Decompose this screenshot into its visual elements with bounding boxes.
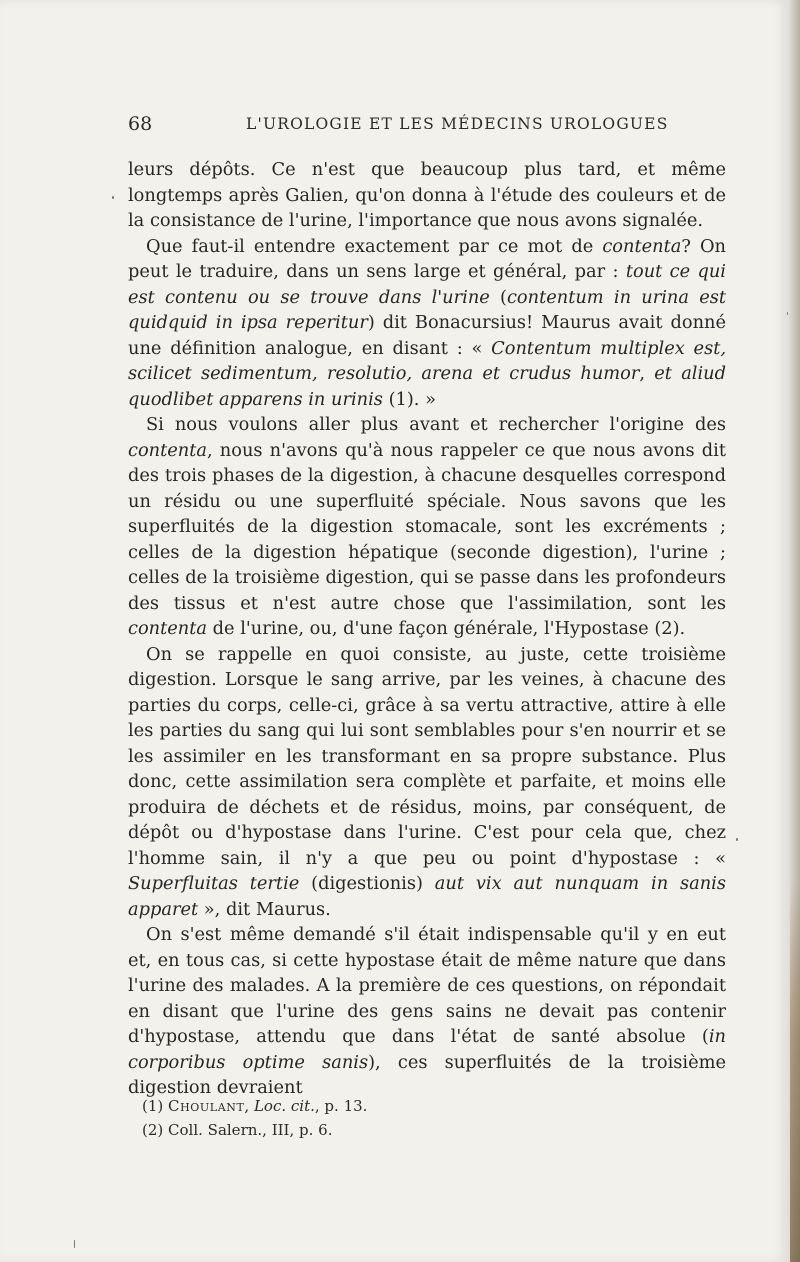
text-run: ) dit Bonacursius! Maurus avait donné une définition analogue, en disant : « — [128, 312, 726, 359]
latin-quote: et aliud quodlibet apparens in urinis — [128, 363, 726, 410]
italic-term: contenta — [128, 439, 207, 461]
text-run: (digestionis) — [299, 873, 435, 894]
latin-quote: aut vix aut nunquam in sanis apparet — [128, 873, 726, 920]
text-run: On se rappelle en quoi consiste, au juste, cette troisième digestion. Lorsque le sang arrive, par les veines, à chacune des parties du corps, celle-ci, grâce à sa vertu attractive, attire à elle les parties du sang qui lui sont semblables pour s'en nourrir et se les assimiler en les transformant en sa propre substance. Plus donc, cette assimilation sera complète et parfaite, et moins elle produira de déchets et de résidus, moins, par conséquent, de dépôt ou d'hypostase dans l'urine. C'est pour cela que, chez l'homme sain, il n'y a que peu ou point d'hypostase : « — [128, 643, 726, 869]
paragraph-4 — [128, 642, 726, 923]
italic-term: contenta — [128, 618, 207, 639]
paper-speck — [74, 1240, 75, 1248]
text-run: ), ces superfluités de la troisième digestion devraient — [128, 1051, 726, 1098]
text-run: On s'est même demandé s'il était indispensable qu'il y en eut et, en tous cas, si cette hypostase était de même nature que dans l'urine des malades. A la première de ces questions, on répondait en disant que l'urine des gens sains ne devait pas contenir d'hypostase, attendu que dans l'état de santé absolue ( — [128, 924, 726, 1047]
footnote-mark: (1) — [142, 1097, 164, 1115]
footnotes — [142, 1094, 722, 1142]
text-run: Si nous voulons aller plus avant et rechercher l'origine des — [146, 414, 726, 435]
page-number: 68 — [128, 113, 153, 135]
text-run: (1). » — [382, 388, 436, 410]
text-run: », dit Maurus. — [198, 898, 331, 920]
latin-quote: in corporibus optime sanis — [128, 1026, 726, 1073]
footnote-text: Coll. Salern., III, p. 6. — [168, 1121, 333, 1139]
page-edge-stain — [790, 880, 800, 1262]
paragraph-1 — [128, 157, 726, 234]
footnote-page: , p. 13. — [314, 1097, 368, 1115]
text-run: ? On peut le traduire, dans un sens large et général, par : — [128, 235, 726, 282]
paragraph-1-text: leurs dépôts. Ce n'est que beaucoup plus tard, et même longtemps après Galien, qu'on donna à l'étude des couleurs et de la consistance de l'urine, l'importance que nous avons signalée. — [128, 159, 726, 231]
italic-phrase: tout ce qui est contenu ou se trouve dans l'urine — [128, 261, 726, 308]
page-header — [128, 112, 724, 136]
footnote-mark: (2) — [142, 1121, 164, 1139]
latin-quote: Contentum multiplex est, scilicet sedimentum, resolutio, arena et crudus humor — [128, 337, 726, 384]
paper-speck — [736, 838, 738, 841]
footnote-reference: Loc. cit. — [253, 1097, 315, 1115]
text-run: , — [244, 1097, 254, 1115]
text-run: ( — [489, 286, 507, 308]
paragraph-2 — [128, 234, 726, 413]
footnote-2 — [142, 1118, 722, 1142]
italic-term: contenta — [602, 235, 682, 257]
paragraph-3 — [128, 412, 726, 642]
footnote-author: Choulant — [168, 1097, 245, 1115]
text-run: , — [639, 363, 655, 384]
footnote-1 — [142, 1094, 722, 1118]
body-text — [128, 157, 726, 1101]
text-run: Que faut-il entendre exactement par ce mot de — [146, 235, 603, 257]
running-head: L'UROLOGIE ET LES MÉDECINS UROLOGUES — [246, 115, 669, 133]
latin-quote: contentum in urina est quidquid in ipsa reperitur — [128, 286, 726, 333]
paper-speck — [112, 196, 114, 199]
text-run: de l'urine, ou, d'une façon générale, l'Hypostase (2). — [206, 618, 686, 639]
text-run: , nous n'avons qu'à nous rappeler ce que nous avons dit des trois phases de la digestion, à chacune desquelles correspond un résidu ou une superfluité spéciale. Nous savons que les superfluités de la digestion stomacale, sont les excréments ; celles de la digestion hépatique (seconde digestion), l'urine ; celles de la troisième digestion, qui se passe dans les profondeurs des tissus et n'est autre chose que l'assimilation, sont les — [128, 439, 726, 614]
latin-quote: Superfluitas tertie — [128, 873, 300, 894]
paragraph-5 — [128, 922, 726, 1101]
